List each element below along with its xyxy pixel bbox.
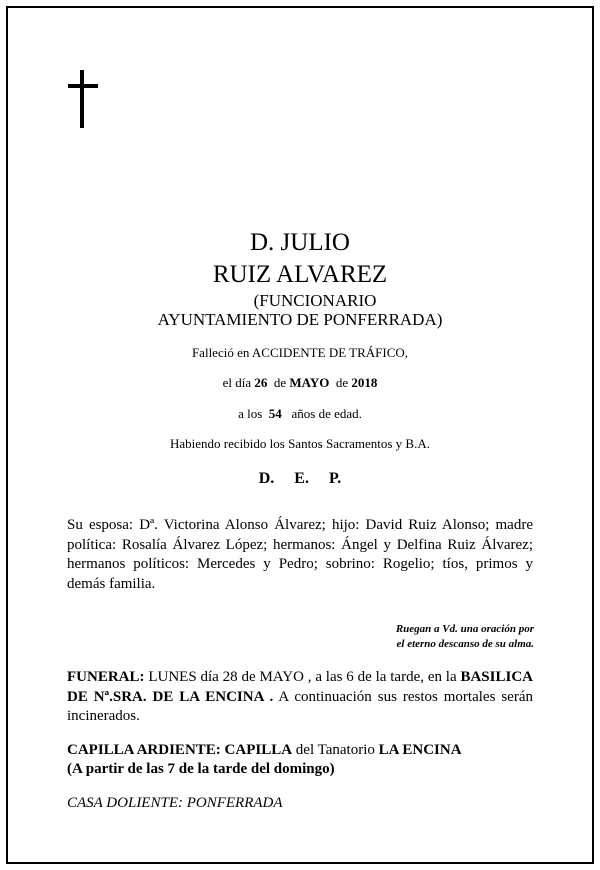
death-age: a los 54 años de edad.	[238, 406, 362, 421]
page-border	[6, 6, 594, 864]
chapel-info: CAPILLA ARDIENTE: CAPILLA del Tanatorio LA ENCINA	[67, 742, 462, 758]
family-text: Su esposa: Dª. Victorina Alonso Álvarez; hijo: David Ruiz Alonso; madre política: Rosalía Álvarez López; hermanos: Ángel y Delfina Ruiz Álvarez; hermanos políticos: Mercedes y Pedro; sobrino: Rogelio; tíos, primos y demás familia.	[67, 517, 533, 592]
funeral-church: BASILICA DE Nª.SRA. DE LA ENCINA .	[67, 669, 533, 705]
deceased-name-line2: RUIZ ALVAREZ	[212, 261, 388, 288]
prayer-line2: el eterno descanso de su alma.	[396, 638, 534, 650]
deceased-role-line2: AYUNTAMIENTO DE PONFERRADA)	[157, 310, 443, 329]
prayer-request	[396, 622, 534, 652]
dep-heading: D. E. P.	[258, 470, 342, 487]
chapel-hours: (A partir de las 7 de la tarde del domingo)	[67, 761, 335, 777]
cross-icon	[68, 70, 98, 128]
funeral-label: FUNERAL:	[67, 669, 145, 685]
death-cause: Falleció en ACCIDENTE DE TRÁFICO,	[191, 345, 409, 360]
sacraments-line: Habiendo recibido los Santos Sacramentos y B.A.	[170, 436, 430, 451]
death-date: el día 26 de MAYO de 2018	[222, 375, 378, 390]
deceased-role-line1: (FUNCIONARIO	[253, 291, 377, 310]
mourning-house: CASA DOLIENTE: PONFERRADA	[67, 795, 283, 811]
deceased-name-line1: D. JULIO	[250, 229, 350, 256]
funeral-info: FUNERAL: LUNES día 28 de MAYO , a las 6 de la tarde, en la BASILICA DE Nª.SRA. DE LA ENCINA . A continuación sus restos mortales serán incinerados.	[67, 669, 533, 724]
prayer-line1: Ruegan a Vd. una oración por	[395, 623, 534, 635]
